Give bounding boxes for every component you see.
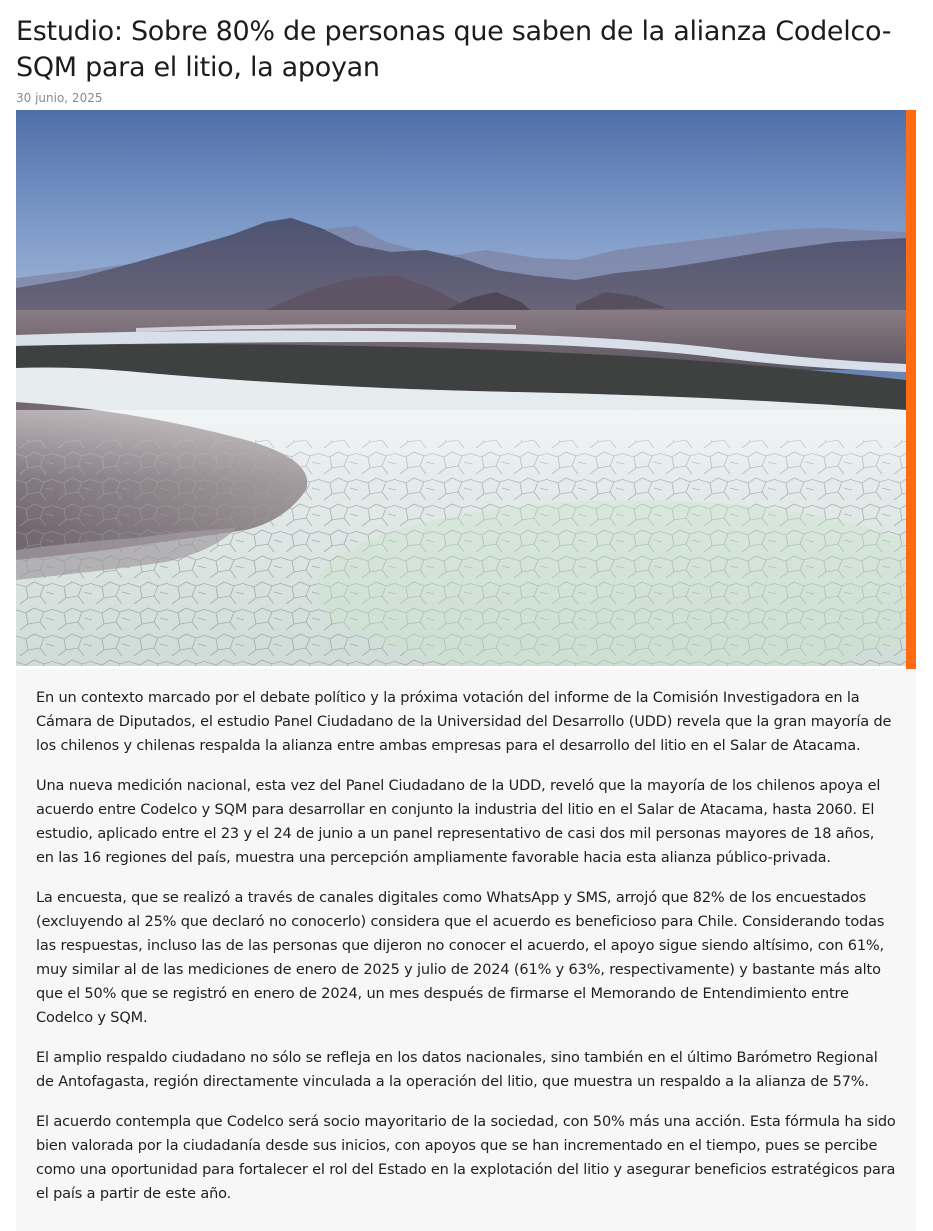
- article-paragraph: En un contexto marcado por el debate político y la próxima votación del informe de la Comisión Investigadora en la Cámara de Diputados, el estudio Panel Ciudadano de la Universidad del Desarrollo (UDD) revela que la gran mayoría de los chilenos y chilenas respalda la alianza entre ambas empresas para el desarrollo del litio en el Salar de Atacama.: [36, 690, 892, 754]
- article-paragraph: La encuesta, que se realizó a través de canales digitales como WhatsApp y SMS, arrojó que 82% de los encuestados (excluyendo al 25% que declaró no conocerlo) considera que el acuerdo es beneficioso para Chile. Considerando todas las respuestas, incluso las de las personas que dijeron no conocer el acuerdo, el apoyo sigue siendo altísimo, con 61%, muy similar al de las mediciones de enero de 2025 y julio de 2024 (61% y 63%, respectivamente) y bastante más alto que el 50% que se registró en enero de 2024, un mes después de firmarse el Memorando de Entendimiento entre Codelco y SQM.: [36, 890, 885, 1026]
- article-body: [16, 669, 916, 1231]
- article-paragraph: El amplio respaldo ciudadano no sólo se refleja en los datos nacionales, sino también en el último Barómetro Regional de Antofagasta, región directamente vinculada a la operación del litio, que muestra un respaldo a la alianza de 57%.: [36, 1050, 878, 1090]
- accent-bar: [906, 110, 916, 669]
- article-title: Estudio: Sobre 80% de personas que saben de la alianza Codelco-SQM para el litio, la apoyan: [16, 16, 892, 83]
- article-paragraph: Una nueva medición nacional, esta vez del Panel Ciudadano de la UDD, reveló que la mayoría de los chilenos apoya el acuerdo entre Codelco y SQM para desarrollar en conjunto la industria del litio en el Salar de Atacama, hasta 2060. El estudio, aplicado entre el 23 y el 24 de junio a un panel representativo de casi dos mil personas mayores de 18 años, en las 16 regiones del país, muestra una percepción ampliamente favorable hacia esta alianza público-privada.: [36, 778, 881, 866]
- hero-image-salar: [16, 110, 906, 666]
- article-paragraph: El acuerdo contempla que Codelco será socio mayoritario de la sociedad, con 50% más una acción. Esta fórmula ha sido bien valorada por la ciudadanía desde sus inicios, con apoyos que se han incrementado en el tiempo, pues se percibe como una oportunidad para fortalecer el rol del Estado en la explotación del litio y asegurar beneficios estratégicos para el país a partir de este año.: [36, 1114, 896, 1202]
- article-date: 30 junio, 2025: [16, 91, 103, 105]
